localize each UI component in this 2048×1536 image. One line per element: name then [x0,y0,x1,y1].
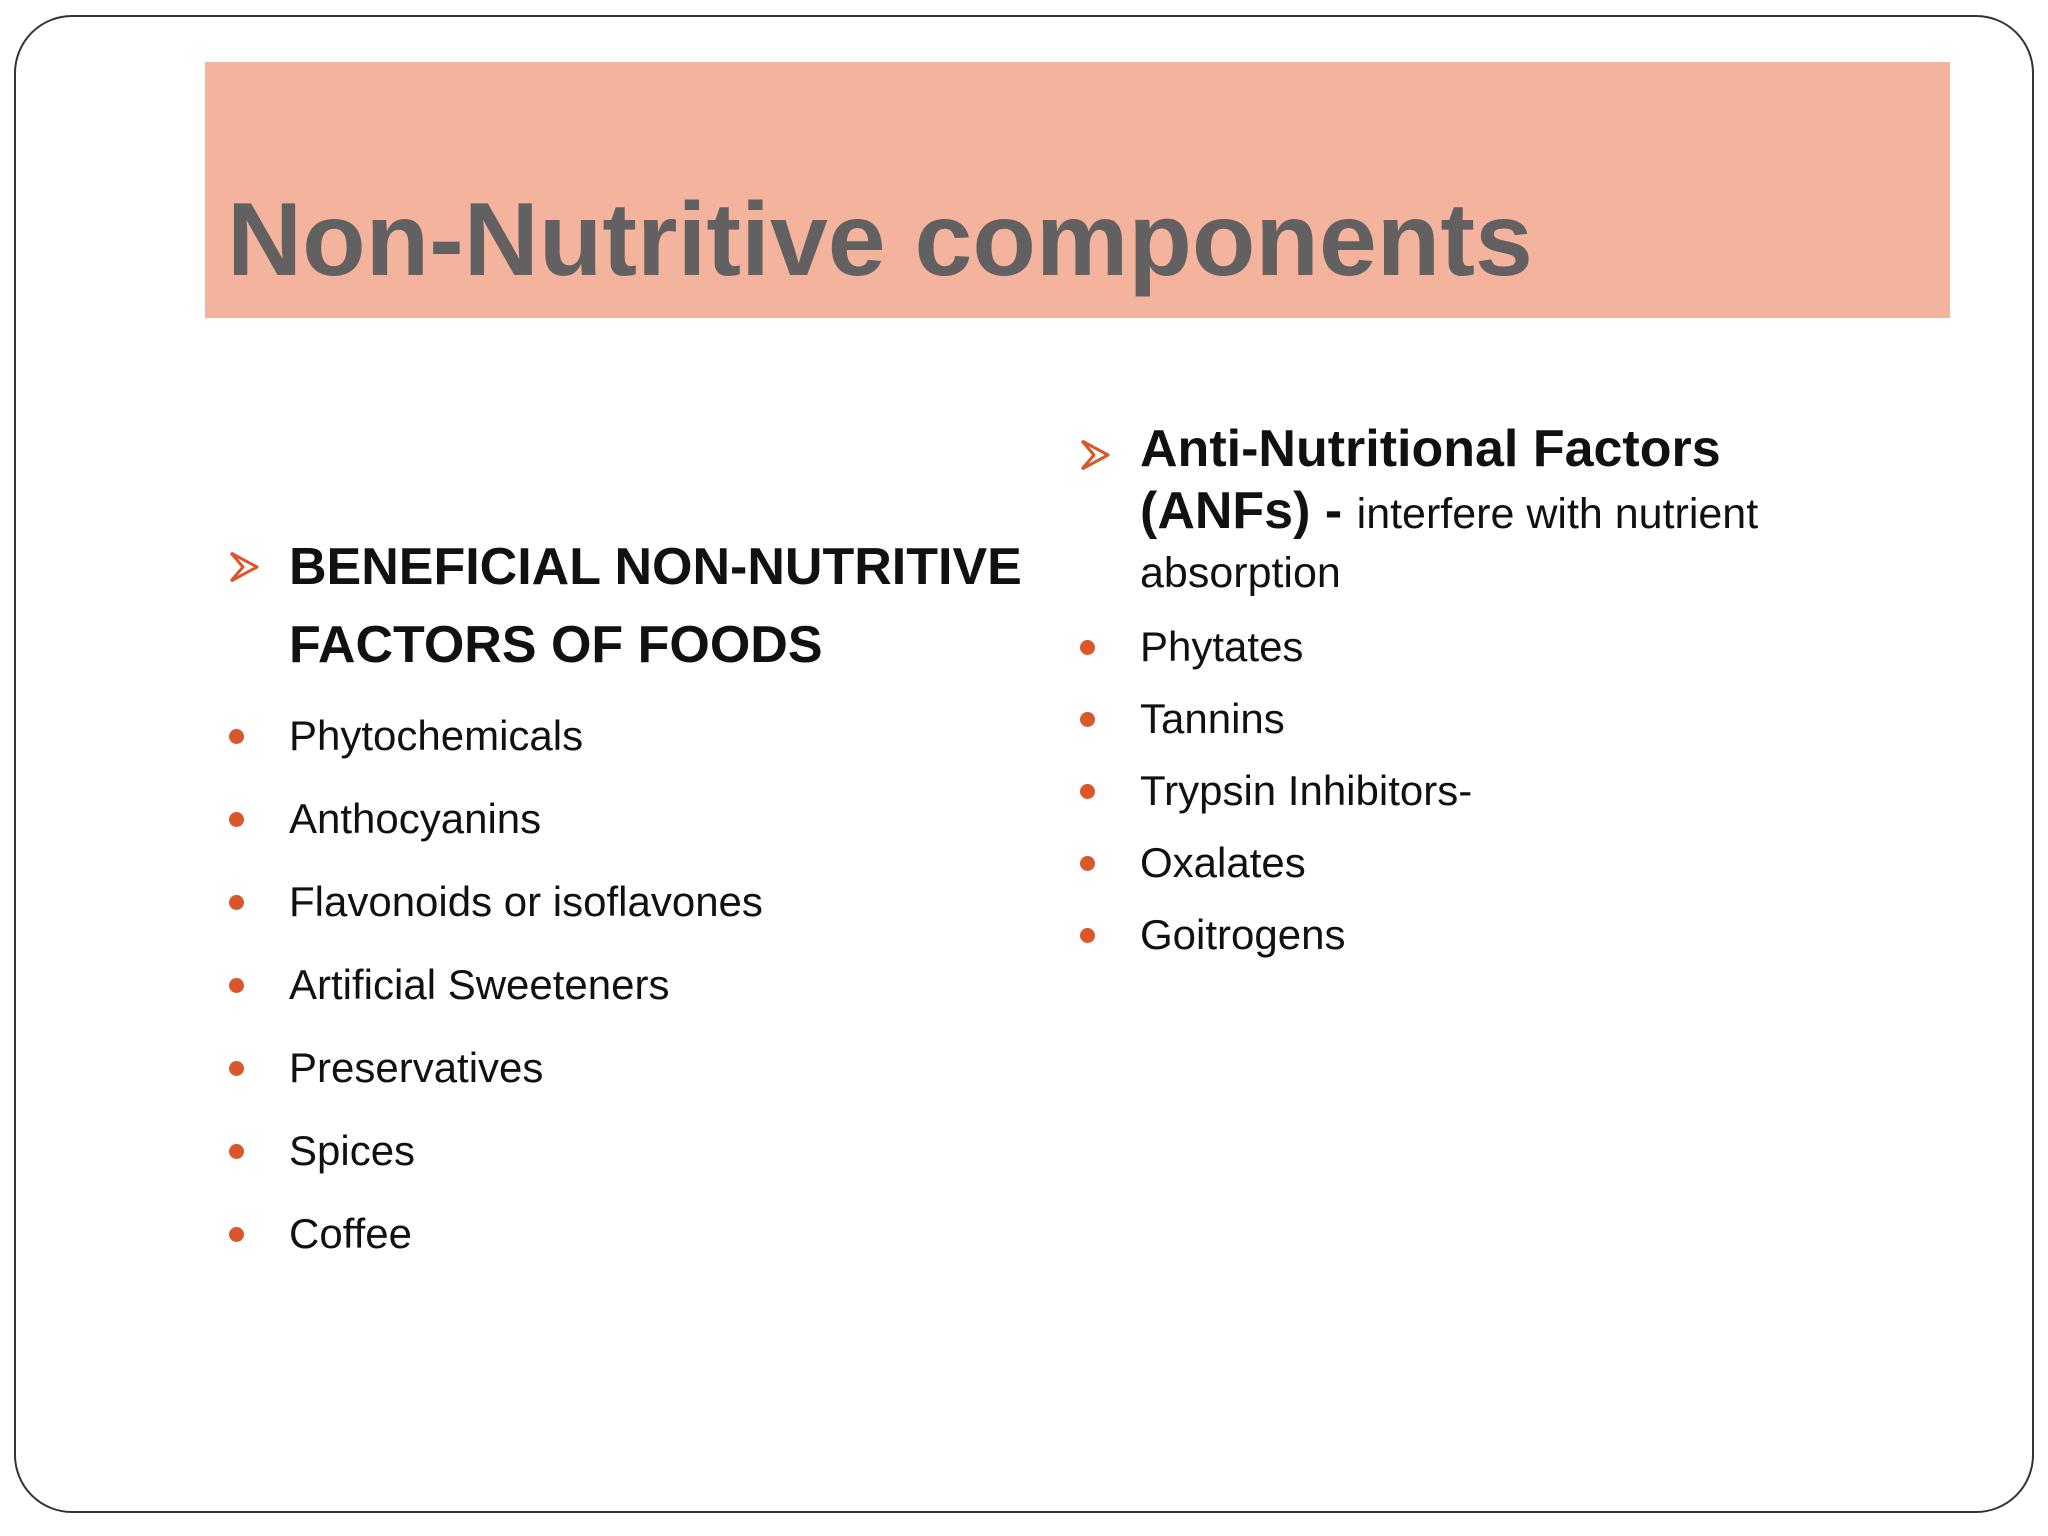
bullet-dot-icon [1080,640,1095,655]
right-heading-description: interfere with nutrient [1356,490,1759,538]
bullet-dot-icon [229,978,244,993]
bullet-dot-icon [1080,712,1095,727]
bullet-dot-icon [1080,784,1095,799]
right-bullet-list [1071,611,1921,971]
list-item: Artificial Sweeteners [220,943,1060,1026]
left-heading [220,528,1060,684]
left-heading-line1: BENEFICIAL NON-NUTRITIVE [289,538,1022,596]
list-item: Coffee [220,1192,1060,1275]
bullet-dot-icon [229,1144,244,1159]
bullet-dot-icon [229,812,244,827]
list-item: Spices [220,1109,1060,1192]
left-bullet-list [220,694,1060,1275]
list-item: Oxalates [1071,827,1921,899]
right-column [1071,418,1921,971]
bullet-dot-icon [1080,928,1095,943]
right-heading-line2: (ANFs) - [1140,482,1343,540]
arrow-bullet-icon [1079,438,1111,472]
bullet-dot-icon [229,1227,244,1242]
slide-title: Non-Nutritive components [227,182,1533,298]
arrow-bullet-icon [228,550,260,584]
list-item: Anthocyanins [220,777,1060,860]
list-item: Phytates [1071,611,1921,683]
right-heading-line1: Anti-Nutritional Factors [1140,420,1721,478]
bullet-dot-icon [1080,856,1095,871]
right-heading-description-line2: absorption [1140,549,1341,597]
bullet-dot-icon [229,1061,244,1076]
list-item: Goitrogens [1071,899,1921,971]
list-item: Trypsin Inhibitors- [1071,755,1921,827]
list-item: Phytochemicals [220,694,1060,777]
list-item: Flavonoids or isoflavones [220,860,1060,943]
left-column [220,528,1060,1275]
right-heading [1071,418,1921,601]
bullet-dot-icon [229,895,244,910]
bullet-dot-icon [229,729,244,744]
list-item: Preservatives [220,1026,1060,1109]
list-item: Tannins [1071,683,1921,755]
left-heading-line2: FACTORS OF FOODS [289,616,823,674]
